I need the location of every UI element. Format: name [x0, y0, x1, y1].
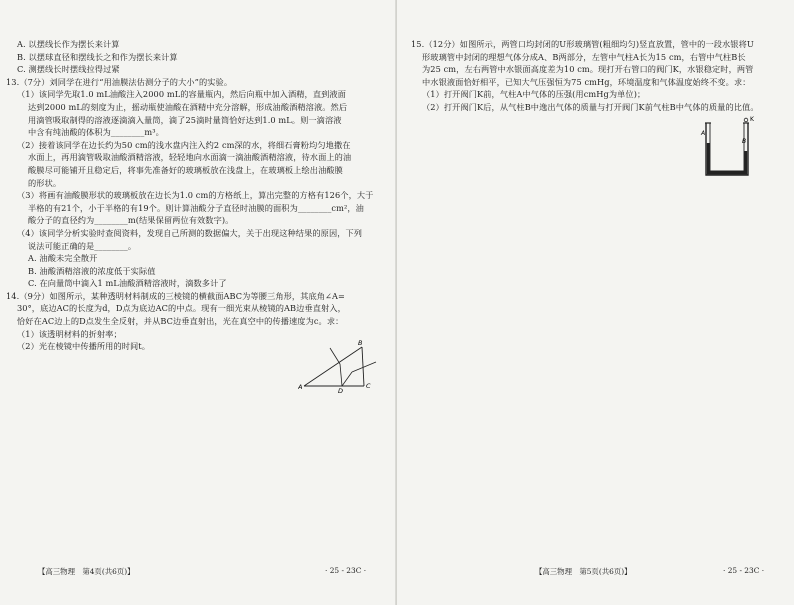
prism-diagram	[298, 338, 380, 394]
q13-part3-line2: 半格的有21个，小于半格的有19个。则计算油酸分子直径时油膜的面积为________cm²，油	[28, 202, 364, 213]
u-tube-diagram	[700, 115, 756, 181]
light-ray-in	[330, 348, 340, 364]
q13-part1-line1: （1）该同学先取1.0 mL油酸注入2000 mL的容量瓶内，然后向瓶中加入酒精，直到液面	[17, 89, 346, 100]
page-5	[397, 0, 794, 605]
q13-part1-line2: 达到2000 mL的刻度为止，摇动瓶使油酸在酒精中充分溶解，形成油酸酒精溶液。然后	[28, 101, 348, 112]
light-ray-exit	[352, 362, 376, 372]
q13-part2-line1: （2）接着该同学在边长约为50 cm的浅水盘内注入约2 cm深的水，将细石膏粉均匀地撒在	[17, 139, 351, 150]
label-b: B	[358, 339, 363, 347]
q15-stem-line3: 为25 cm，左右两管中水银面高度差为10 cm。现打开右管口的阀门K，水银稳定时，两管	[422, 64, 754, 75]
u-tube-inner	[710, 123, 747, 171]
mercury-right	[744, 151, 747, 171]
label-a: A	[701, 130, 706, 137]
label-a: A	[298, 383, 303, 391]
q13-option-a: A. 油酸未完全散开	[28, 253, 98, 264]
q15-part1: （1）打开阀门K前，气柱A中气体的压强(用cmHg为单位)；	[422, 89, 646, 100]
q13-part2-line2: 水面上，再用滴管吸取油酸酒精溶液，轻轻地向水面滴一滴油酸酒精溶液，待水面上的油	[28, 152, 352, 163]
q13-part4-line1: （4）该同学分析实验时查阅资料，发现自己所测的数据偏大，关于出现这种结果的原因，下列	[17, 227, 363, 238]
q15-part2: （2）打开阀门K后，从气柱B中逸出气体的质量与打开阀门K前气柱B中气体的质量的比值。	[422, 101, 759, 112]
light-ray-out	[342, 372, 352, 386]
q12-option-b: B. 以摆球直径和摆线长之和作为摆长来计算	[17, 51, 178, 62]
footer-page-label: 【高三物理 第4页(共6页)】	[38, 567, 135, 576]
q15-stem-line2: 形玻璃管中封闭的理想气体分成A、B两部分，左管中气柱A长为15 cm，右管中气柱B长	[422, 51, 746, 62]
q13-part1-line4: 中含有纯油酸的体积为________m³。	[28, 127, 164, 138]
prism-edge-bc	[362, 347, 364, 386]
q14-stem-line3: 恰好在AC边上的D点发生全反射，并从BC边垂直射出，光在真空中的传播速度为c。求：	[17, 316, 344, 327]
q13-part2-line4: 的形状。	[28, 177, 62, 188]
q14-part1: （1）该透明材料的折射率；	[17, 328, 122, 339]
footer-page-label: 【高三物理 第5页(共6页)】	[535, 567, 632, 576]
q14-part2: （2）光在棱镜中传播所用的时间t。	[17, 341, 151, 352]
u-tube-outer	[706, 123, 748, 175]
mercury-bottom	[707, 171, 747, 174]
q13-part2-line3: 酸膜尽可能铺开且稳定后，将事先准备好的玻璃板放在浅盘上，在玻璃板上绘出油酸膜	[28, 164, 343, 175]
valve-k-icon	[744, 118, 748, 122]
q13-part3-line1: （3）将画有油酸膜形状的玻璃板放在边长为1.0 cm的方格纸上，算出完整的方格有126个，大于	[17, 190, 374, 201]
q14-stem-line1: 14.（9分）如图所示，某种透明材料制成的三棱镜的横截面ABC为等腰三角形，其底角∠A=	[6, 290, 345, 301]
q14-stem-line2: 30°，底边AC的长度为d，D点为底边AC的中点。现有一细光束从棱镜的AB边垂直射入，	[17, 303, 346, 314]
q13-stem: 13.（7分）刘同学在进行“用油膜法估测分子的大小”的实验。	[6, 76, 233, 87]
q13-option-c: C. 在向量筒中滴入1 mL油酸酒精溶液时，滴数多计了	[28, 278, 227, 289]
label-d: D	[338, 387, 344, 394]
q12-option-a: A. 以摆线长作为摆长来计算	[17, 39, 120, 49]
q13-option-b: B. 油酸酒精溶液的浓度低于实际值	[28, 265, 156, 276]
q13-part4-line2: 说法可能正确的是________。	[28, 240, 137, 251]
footer-code: · 25 - 23C ·	[325, 566, 367, 575]
q13-part3-line3: 酸分子的直径约为________m(结果保留两位有效数字)。	[28, 215, 234, 226]
q15-stem-line4: 中水银液面恰好相平，已知大气压强恒为75 cmHg，环境温度和气体温度始终不变。求：	[422, 76, 751, 87]
footer-code: · 25 - 23C ·	[723, 566, 765, 575]
label-b: B	[742, 138, 747, 145]
q15-stem-line1: 15.（12分）如图所示，两管口均封闭的U形玻璃管(粗细均匀)竖直放置，管中的一段水银将U	[411, 39, 754, 49]
q13-part1-line3: 用滴管吸取制得的溶液逐滴滴入量筒，滴了25滴时量筒恰好达到1.0 mL。则一滴溶液	[28, 114, 342, 125]
light-ray-down	[340, 364, 342, 386]
label-k: K	[750, 116, 754, 123]
label-c: C	[366, 382, 371, 390]
q12-option-c: C. 测摆线长时摆线拉得过紧	[17, 64, 120, 75]
mercury-left	[707, 143, 710, 171]
